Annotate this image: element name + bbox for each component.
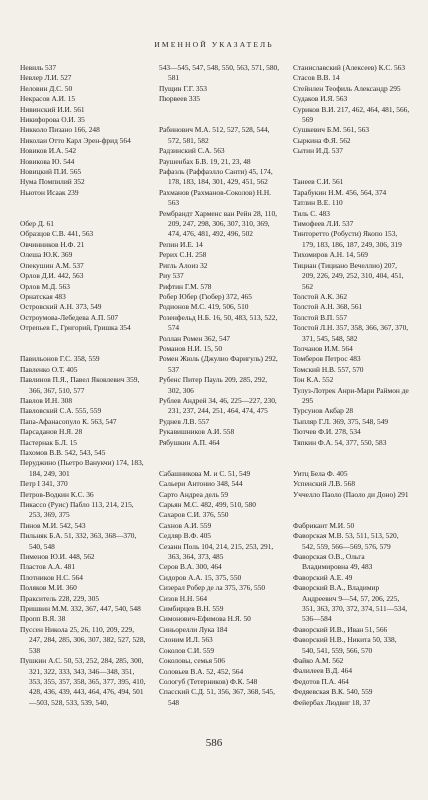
letter-group-gap <box>159 448 281 458</box>
index-entry: Перуджино (Пьетро Ванукчи) 174, 183, 184, 249, 301 <box>20 458 144 478</box>
index-entry: Николаи Отто Карл Эрен-фрид 564 <box>20 135 131 145</box>
index-entry: Пильняк Б.А. 51, 332, 363, 368—370, 540, 548 <box>20 531 137 551</box>
index-entry: Сарто Андреа дель 59 <box>159 489 229 499</box>
index-entry: Томский Н.В. 557, 570 <box>293 364 364 374</box>
index-entry: Пименов Ю.И. 448, 562 <box>20 552 95 562</box>
index-entry: Орлов М.Д. 563 <box>20 281 70 291</box>
index-entry: Розенфельд Н.Б. 16, 50, 483, 513, 522, 574 <box>159 312 278 333</box>
index-entry: Сахнов А.И. 559 <box>159 520 212 530</box>
index-entry: Рерих С.Н. 258 <box>159 250 207 260</box>
index-entry: Сизов Н.Н. 564 <box>159 593 208 603</box>
index-entry: Руднев Л.В. 557 <box>159 416 210 426</box>
index-entry: Роллан Ромен 362, 547 <box>159 333 231 343</box>
index-entry: Нума Помпилий 352 <box>20 177 85 187</box>
index-entry: Невиль 537 <box>20 63 57 72</box>
index-entry: Соколовы, семья 506 <box>159 656 226 666</box>
running-header: ИМЕННОЙ УКАЗАТЕЛЬ <box>154 40 274 49</box>
index-entry: Тон К.А. 552 <box>293 375 334 385</box>
index-entry: Невлер Л.И. 527 <box>20 73 72 83</box>
index-entry: Рукавишников А.И. 558 <box>159 427 235 437</box>
index-entry: Уччелло Паоло (Паоло ди Доно) 291 <box>293 489 409 499</box>
letter-group-gap <box>159 115 281 125</box>
index-entry: Тихомиров А.Н. 14, 569 <box>293 250 369 260</box>
index-entry: Раушенбах Б.В. 19, 21, 23, 48 <box>159 156 251 166</box>
index-entry: Синьорелли Лука 184 <box>159 624 228 634</box>
index-entry: Робер Юбер (Гюбер) 372, 465 <box>159 291 252 301</box>
index-entry: Фейербах Людвиг 18, 37 <box>293 697 371 707</box>
index-entry: Поляков М.И. 360 <box>20 583 77 593</box>
letter-group-gap <box>293 500 411 510</box>
index-entry: Отрепьев Г., Григорий, Гришка 354 <box>20 323 131 333</box>
page-number: 586 <box>205 737 223 749</box>
index-entry: Фаворская О.В., Ольга Владимировна 49, 483 <box>293 552 373 572</box>
index-entry: Слоним И.Л. 563 <box>159 635 213 645</box>
index-entry: Татлин В.Е. 110 <box>293 198 343 208</box>
index-entry: Олеша Ю.К. 369 <box>20 250 73 260</box>
index-entry: Танеев С.И. 561 <box>293 177 344 187</box>
index-entry: Седляр В.Ф. 405 <box>159 531 211 541</box>
index-entry: Рябушкин А.П. 464 <box>159 437 220 447</box>
index-entry: Рабинович М.А. 512, 527, 528, 544, 572, 581, 582 <box>159 125 270 145</box>
index-entry: Тулуз-Лотрек Анри-Мари Раймон де 295 <box>293 385 409 405</box>
index-entry: Парсаданов Н.Я. 28 <box>20 427 83 437</box>
index-entry: Сизерал Робер де ла 375, 376, 550 <box>159 583 266 593</box>
index-entry: Орнатская 483 <box>20 291 66 301</box>
index-entry: Толстой А.Н. 368, 561 <box>293 302 363 312</box>
index-entry: Новицкий П.И. 565 <box>20 167 82 177</box>
index-entry: Толстой А.К. 362 <box>293 291 348 301</box>
index-entry: Сологуб (Тетерников) Ф.К. 548 <box>159 676 258 686</box>
index-entry: Тютчев Ф.И. 278, 534 <box>293 427 361 437</box>
index-entry: Павленко О.Т. 405 <box>20 364 78 374</box>
index-entry: Фабрикант М.И. 50 <box>293 520 355 530</box>
letter-group-gap <box>20 334 146 344</box>
index-entry: Тинторетто (Робусти) Якопо 153, 179, 183, 186, 187, 249, 306, 319 <box>293 229 402 249</box>
index-entry: Репин И.Е. 14 <box>159 239 203 249</box>
index-entry: Тыпляр Г.Л. 369, 375, 548, 549 <box>293 416 389 426</box>
index-entry: Фаворская М.В. 53, 511, 513, 520, 542, 559, 566—569, 576, 579 <box>293 531 399 551</box>
index-entry: Суриков В.И. 217, 462, 464, 481, 566, 569 <box>293 104 410 125</box>
index-entry: Петр I 341, 370 <box>20 479 68 489</box>
index-entry: Пропп В.Я. 38 <box>20 614 66 624</box>
index-entry: Орлов Д.И. 442, 563 <box>20 271 84 281</box>
index-entry: Павловский С.А. 555, 559 <box>20 406 102 416</box>
index-column-3 <box>293 63 411 708</box>
index-entry: Рублев Андрей 34, 46, 225—227, 230, 231, 237, 244, 251, 464, 474, 475 <box>159 395 277 416</box>
index-entry: Тициан (Тициано Вечеллио) 207, 209, 226, 249, 252, 310, 404, 451, 562 <box>293 260 404 291</box>
index-entry: Павлинов П.Я., Павел Яковлевич 359, 366, 367, 510, 577 <box>20 375 140 395</box>
index-entry: Рафаэль (Раффаэлло Санти) 45, 174, 178, 183, 184, 301, 429, 451, 562 <box>159 167 273 187</box>
letter-group-gap <box>293 510 411 520</box>
index-entry: Никколо Пизано 166, 248 <box>20 125 100 135</box>
index-entry: Павлов И.Н. 308 <box>20 395 73 405</box>
index-entry: Пуссен Никола 25, 26, 110, 209, 229, 247, 284, 285, 306, 307, 382, 527, 528, 538 <box>20 624 146 655</box>
index-entry: Судаков И.Я. 563 <box>293 94 348 104</box>
index-entry: Сезанн Поль 104, 214, 215, 253, 291, 363, 364, 373, 485 <box>159 541 274 562</box>
index-entry: Пришвин М.М. 332, 367, 447, 540, 548 <box>20 604 141 614</box>
index-entry: Успенский Л.В. 568 <box>293 479 356 489</box>
index-entry: Пушкин А.С. 50, 53, 252, 284, 285, 300, 321, 322, 333, 343, 346—348, 351, 353, 355, 357, 358, 365, 377, 395, 410, 428, 436, 439, 443, 464, 476, 494, 501—503, 528, 533, 539, 540, <box>20 656 146 707</box>
index-entry: Турсунов Акбар 28 <box>293 406 354 416</box>
index-entry: Тимофеев Л.И. 537 <box>293 219 354 229</box>
index-entry: Сушкевич Б.М. 561, 563 <box>293 125 370 135</box>
index-entry: Фаворский А.Е. 49 <box>293 572 353 582</box>
index-entry: Федяевская В.К. 540, 559 <box>293 687 373 697</box>
index-entry: Томберов Петрос 483 <box>293 354 361 364</box>
index-entry: Пастернак Б.Л. 15 <box>20 437 77 447</box>
index-entry: Пластов А.А. 481 <box>20 562 76 572</box>
index-entry: Уитц Бела Ф. 405 <box>293 468 348 478</box>
index-entry: Обер Д. 61 <box>20 219 54 229</box>
letter-group-gap <box>293 167 411 177</box>
index-entry: Фалилеев В.Д. 464 <box>293 666 353 676</box>
index-entry: Стейнлен Теофиль Александр 295 <box>293 83 401 93</box>
index-entry: Неловин Д.С. 50 <box>20 83 73 93</box>
index-entry: Пракситель 228, 229, 305 <box>20 593 100 603</box>
letter-group-gap <box>20 209 146 219</box>
index-entry: Папа-Афанасопуло К. 563, 547 <box>20 416 117 426</box>
index-entry: Соколов С.И. 559 <box>159 645 215 655</box>
index-entry: Сарьян М.С. 482, 499, 510, 580 <box>159 500 256 509</box>
letter-group-gap <box>20 344 146 354</box>
index-entry: Ригль Алоиз 32 <box>159 260 208 270</box>
index-column-2 <box>159 63 281 708</box>
index-entry: Образцов С.В. 441, 563 <box>20 229 94 239</box>
index-entry: 543—545, 547, 548, 550, 563, 571, 580, 581 <box>159 63 280 83</box>
index-entry: Тиль С. 483 <box>293 208 330 218</box>
index-entry: Пущин Г.Г. 353 <box>159 83 207 93</box>
letter-group-gap <box>20 198 146 208</box>
index-entry: Радзинский С.А. 563 <box>159 146 225 156</box>
index-entry: Спасский С.Д. 51, 356, 367, 368, 545, 548 <box>159 687 275 707</box>
index-entry: Пинов М.И. 542, 543 <box>20 520 86 530</box>
index-entry: Нивинский И.И. 561 <box>20 104 85 114</box>
letter-group-gap <box>159 458 281 468</box>
index-entry: Сыркина Ф.Я. 562 <box>293 135 351 145</box>
index-entry: Пюрвеев 335 <box>159 94 200 104</box>
index-entry: Павильонов Г.С. 358, 559 <box>20 354 100 364</box>
index-entry: Толстой Л.Н. 357, 358, 366, 367, 370, 371, 545, 548, 582 <box>293 323 409 343</box>
index-entry: Станиславский (Алексеев) К.С. 563 <box>293 63 406 72</box>
index-entry: Пахомов В.В. 542, 543, 545 <box>20 447 106 457</box>
index-entry: Соловьев В.А. 52, 452, 564 <box>159 666 244 676</box>
index-entry: Симонович-Ефимова Н.Я. 50 <box>159 614 251 624</box>
index-entry: Сабашникова М. и С. 51, 549 <box>159 468 251 478</box>
index-entry: Никифорова О.И. 35 <box>20 115 85 125</box>
index-entry: Петров-Водкин К.С. 36 <box>20 489 94 499</box>
index-entry: Фаворский Н.В., Никита 50, 338, 540, 541, 559, 566, 570 <box>293 635 397 655</box>
index-entry: Опекушин А.М. 537 <box>20 260 84 270</box>
index-entry: Симбирцев В.Н. 559 <box>159 604 224 614</box>
letter-group-gap <box>159 105 281 115</box>
index-entry: Остроумова-Лебедева А.П. 507 <box>20 312 119 322</box>
index-entry: Фаворский В.А., Владимир Андреевич 9—54, 57, 206, 225, 351, 363, 370, 372, 374, 511—534, 536—584 <box>293 583 408 624</box>
index-entry: Ромен Жюль (Джулио Фаригуль) 292, 537 <box>159 354 278 374</box>
index-entry: Толстой В.П. 557 <box>293 312 348 322</box>
index-column-1 <box>20 63 146 708</box>
index-entry: Тарабукин Н.М. 456, 564, 374 <box>293 187 387 197</box>
index-entry: Островский А.Н. 373, 549 <box>20 302 102 312</box>
index-entry: Рубенс Питер Пауль 209, 285, 292, 302, 306 <box>159 375 268 395</box>
letter-group-gap <box>293 448 411 458</box>
index-entry: Некрасов А.И. 15 <box>20 94 76 104</box>
index-entry: Файко А.М. 562 <box>293 656 344 666</box>
index-entry: Сальери Антонио 348, 544 <box>159 479 243 489</box>
index-entry: Сытин И.Д. 537 <box>293 146 343 156</box>
letter-group-gap <box>293 157 411 167</box>
index-entry: Плотников Н.С. 564 <box>20 572 83 582</box>
letter-group-gap <box>293 458 411 468</box>
index-entry: Ньютон Исаак 239 <box>20 187 79 197</box>
index-entry: Сахаров С.И. 376, 550 <box>159 510 229 520</box>
index-entry: Сидоров А.А. 15, 375, 550 <box>159 572 242 582</box>
index-entry: Рембрандт Харменс ван Рейн 28, 110, 209, 247, 298, 306, 307, 310, 369, 474, 476, 481, 492, 496, 502 <box>159 208 278 239</box>
index-entry: Фаворский И.В., Иван 51, 566 <box>293 624 388 634</box>
index-entry: Новиков И.А. 542 <box>20 146 77 156</box>
index-entry: Овчинников Н.Ф. 21 <box>20 239 85 249</box>
index-entry: Рахманов (Рахманов-Соколов) Н.Н. 563 <box>159 187 272 208</box>
index-entry: Рифтин Г.М. 578 <box>159 281 212 291</box>
index-entry: Пикассо (Руис) Пабло 113, 214, 215, 253, 369, 375 <box>20 500 134 520</box>
index-entry: Толчанов И.М. 564 <box>293 343 353 353</box>
index-entry: Романов Н.И. 15, 50 <box>159 343 223 353</box>
index-entry: Родионов М.С. 419, 506, 510 <box>159 302 249 312</box>
index-entry: Тяпкин Ф.А. 54, 377, 550, 583 <box>293 437 387 447</box>
index-entry: Серов В.А. 300, 464 <box>159 562 222 572</box>
index-entry: Новикова Ю. 544 <box>20 156 75 166</box>
index-entry: Риу 537 <box>159 271 184 281</box>
index-entry: Федотов П.А. 464 <box>293 676 349 686</box>
index-entry: Стасов В.В. 14 <box>293 73 340 83</box>
